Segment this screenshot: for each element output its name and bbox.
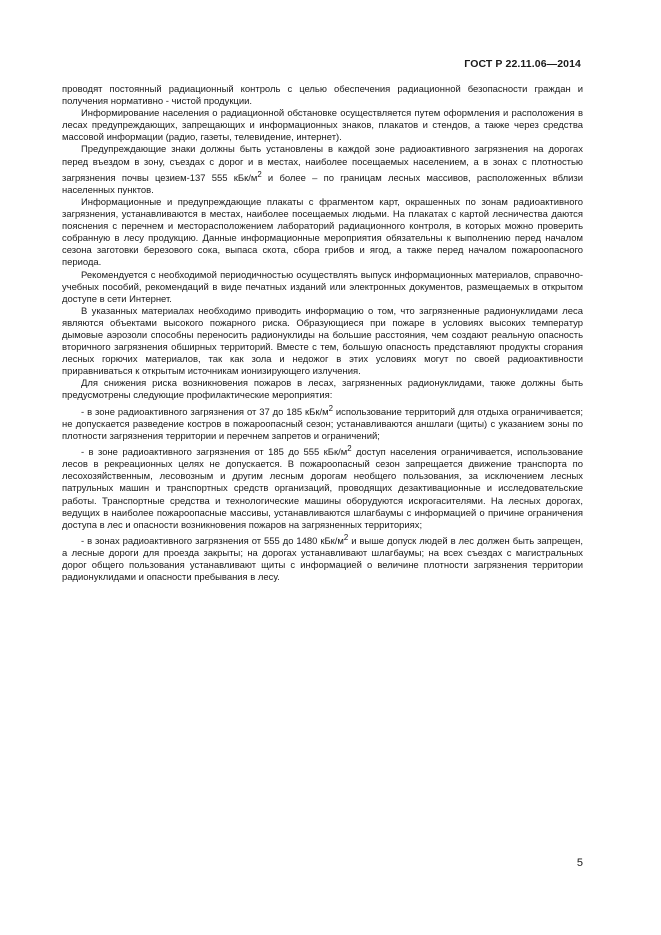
paragraph-text: Информационные и предупреждающие плакаты с фрагментом карт, окрашенных по зонам радиоактивного загрязнения, устанавливаются в местах, наиболее посещаемых людьми. На плакатах с картой лесничества даются пояснения с перечнем и месторасположением лабораторий радиационного контроля, в которых можно проверить собранную в лесу продукцию. Данные информационные мероприятия обязательны к выполнению перед началом сезона заготовки березового сока, выпаса скота, сбора грибов и ягод, а также перед началом пожароопасного периода.: [62, 196, 583, 269]
paragraph-text: - в зонах радиоактивного загрязнения от 555 до 1480 кБк/м: [81, 535, 344, 547]
paragraph-text-tail: и более – по границам лесных массивов, расположенных вблизи населенных пунктов.: [62, 172, 583, 196]
page-number: 5: [576, 857, 583, 869]
paragraph-text: Для снижения риска возникновения пожаров в лесах, загрязненных радионуклидами, также должны быть предусмотрены следующие профилактические мероприятия:: [62, 378, 583, 402]
list-item-zone-555-1480: [62, 532, 583, 585]
paragraph-text: Рекомендуется с необходимой периодичностью осуществлять выпуск информационных материалов, справочно-учебных пособий, рекомендаций в виде печатных изданий или электронных документов, размещаемых в открытом доступе в сети Интернет.: [62, 269, 583, 305]
paragraph-text: Информирование населения о радиационной обстановке осуществляется путем оформления и расположения в лесах предупреждающих, запрещающих и информационных знаков, плакатов и стендов, а также через средства массовой информации (радио, газеты, телевидение, интернет).: [62, 108, 583, 144]
list-item-zone-37-185: [62, 403, 583, 443]
paragraph-fire-risk: [62, 306, 583, 379]
superscript: 2: [328, 403, 333, 413]
superscript: 2: [257, 169, 262, 179]
document-code-header: ГОСТ Р 22.11.06—2014: [464, 58, 581, 70]
superscript: 2: [343, 532, 349, 542]
paragraph-text-tail: использование территорий для отдыха ограничивается; не допускается разведение костров в пожароопасный сезон; устанавливаются аншлаги (щиты) с указанием зоны по плотности загрязнения территории и перечнем запретов и ограничений;: [62, 406, 583, 442]
paragraph-text: проводят постоянный радиационный контроль с целью обеспечения радиационной безопасности граждан и получения нормативно - чистой продукции.: [62, 84, 583, 108]
paragraph-text: - в зоне радиоактивного загрязнения от 37 до 185 кБк/м: [81, 406, 329, 418]
paragraph-text: - в зоне радиоактивного загрязнения от 185 до 555 кБк/м: [81, 447, 348, 459]
paragraph-text: В указанных материалах необходимо приводить информацию о том, что загрязненные радионуклидами леса являются объектами высокого пожарного риска. Образующиеся при пожаре в условиях высоких температур дымовые аэрозоли способны переносить радионуклиды на большие расстояния, чем создают реальную опасность вторичного загрязнения обширных территорий. Вместе с тем, большую опасность представляют продукты сгорания лесных горючих материалов, так как зола и недожог в этих условиях могут по своей радиоактивности приравниваться к открытым источникам ионизирующего излучения.: [62, 305, 583, 378]
paragraph-preventive-measures: [62, 378, 583, 402]
paragraph-continuation: [62, 84, 583, 108]
document-body: [62, 84, 583, 584]
paragraph-recommendation: [62, 270, 583, 306]
superscript: 2: [347, 444, 352, 453]
paragraph-information-public: [62, 108, 583, 144]
paragraph-info-posters: [62, 197, 583, 270]
paragraph-text-tail: доступ населения ограничивается, использование лесов в рекреационных целях не допускается. В пожароопасный сезон запрещается движение транспорта по лесохозяйственным, лесовозным и другим лесным дорогам необщего пользования, за исключением лесных патрульных машин и транспортных средств организаций, проводящих дезактивационные и исследовательские работы. Транспортные средства и технологические машины оборудуются искрогасителями. На лесных дорогах, ведущих в наиболее пожароопасные массивы, устанавливаются шлагбаумы с информацией о причине ограничения доступа в лес и опасности возникновения пожаров на загрязненных территориях;: [62, 447, 583, 531]
paragraph-warning-signs: [62, 144, 583, 197]
paragraph-text-tail: и выше допуск людей в лес должен быть запрещен, а лесные дороги для проезда закрыты; на дорогах устанавливают шлагбаумы; на всех съездах с магистральных дорог общего пользования устанавливают щиты с информацией о величине плотности загрязнения территории радионуклидами и опасности пребывания в лесу.: [62, 535, 583, 584]
list-item-zone-185-555: [62, 443, 583, 532]
paragraph-text: Предупреждающие знаки должны быть установлены в каждой зоне радиоактивного загрязнения на дорогах перед въездом в зону, съездах с дорог и в местах, наиболее посещаемых населением, а в зонах с плотностью загрязнения почвы цезием-137 555 кБк/м: [62, 144, 583, 184]
